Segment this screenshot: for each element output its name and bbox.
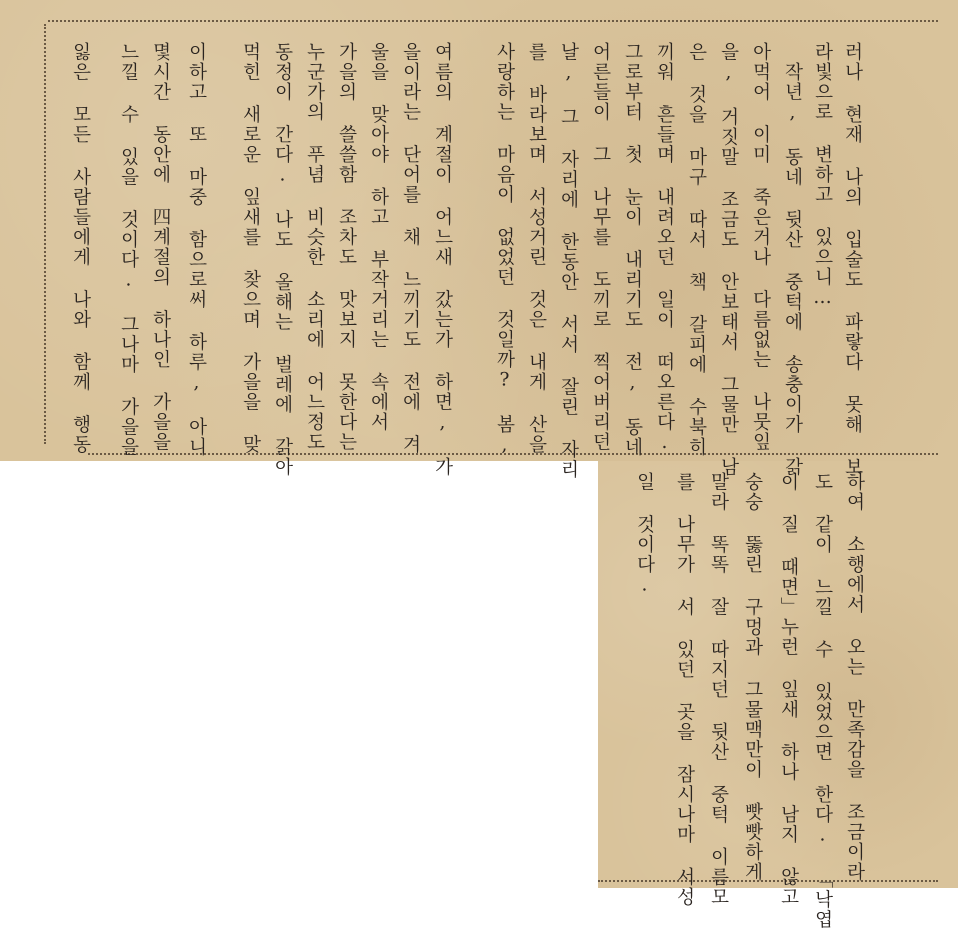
text-column: 날, 그 자리에 한동안 서서 잘린 자리	[558, 42, 579, 480]
text-column: 일 것이다.	[634, 472, 655, 597]
text-column: 은 것을 마구 따서 책 갈피에 수북히	[686, 42, 707, 457]
text-column: 숭숭 뚫린 구멍과 그물맥만이 빳빳하게	[742, 472, 763, 882]
text-column: 러나 현재 나의 입술도 파랗다 못해 보	[842, 42, 863, 477]
text-column: 를 나무가 서 있던 곳을 잠시나마 서성	[674, 472, 695, 907]
text-column: 울을 맞아야 하고 부작거리는 속에서	[368, 42, 389, 432]
text-column: 여름의 계절이 어느새 갔는가 하면, 가	[432, 42, 453, 477]
text-column: 동정이 간다. 나도 올해는 벌레에 갉아	[272, 42, 293, 477]
text-column: 말라 똑똑 잘 따지던 뒷산 중턱 이름모	[708, 472, 729, 907]
text-column: 이하고 또 마중 함으로써 하루, 아니	[186, 42, 207, 457]
text-column: 라빛으로 변하고 있으니…	[812, 42, 833, 310]
dotted-rule-left	[44, 24, 46, 444]
text-column: 하여 소행에서 오는 만족감을 조금이라	[844, 472, 865, 882]
text-column: 끼워 흔들며 내려오던 일이 떠오른다.	[654, 42, 675, 455]
text-column: 누군가의 푸념 비슷한 소리에 어느정도	[304, 42, 325, 452]
text-column: 아먹어 이미 죽은거나 다름없는 나뭇잎	[750, 42, 771, 452]
text-column: 몇시간 동안에 四계절의 하나인 가을을	[150, 42, 171, 452]
text-column: 을이라는 단어를 채 느끼기도 전에 겨	[400, 42, 421, 455]
text-column: 도 같이 느낄 수 있었으면 한다. 「낙엽	[812, 472, 833, 930]
text-column: 그로부터 첫 눈이 내리기도 전, 동네	[622, 42, 643, 457]
text-column: 어른들이 그 나무를 도끼로 찍어버리던	[590, 42, 611, 452]
dotted-rule-bottom	[598, 880, 938, 882]
text-column: 먹힌 새로운 잎새를 찾으며 가을을 맞	[240, 42, 261, 455]
text-column: 을, 거짓말 조금도 안보태서 그물만 남	[718, 42, 739, 477]
text-column: 잃은 모든 사람들에게 나와 함께 행동	[70, 42, 91, 455]
text-column: 느낄 수 있을 것이다. 그나마 가을을	[118, 42, 139, 457]
dotted-rule-top	[48, 20, 938, 22]
text-column: 가을의 쓸쓸함 조차도 맛보지 못한다는	[336, 42, 357, 452]
text-column: 사랑하는 마음이 없었던 것일까? 봄,	[494, 42, 515, 457]
text-column: 이 질 때면」누런 잎새 하나 남지 않고	[778, 472, 799, 907]
text-column: 를 바라보며 서성거린 것은 내게 산을	[526, 42, 547, 455]
text-column: 작년, 동네 뒷산 중턱에 송충이가 갉	[782, 42, 803, 477]
